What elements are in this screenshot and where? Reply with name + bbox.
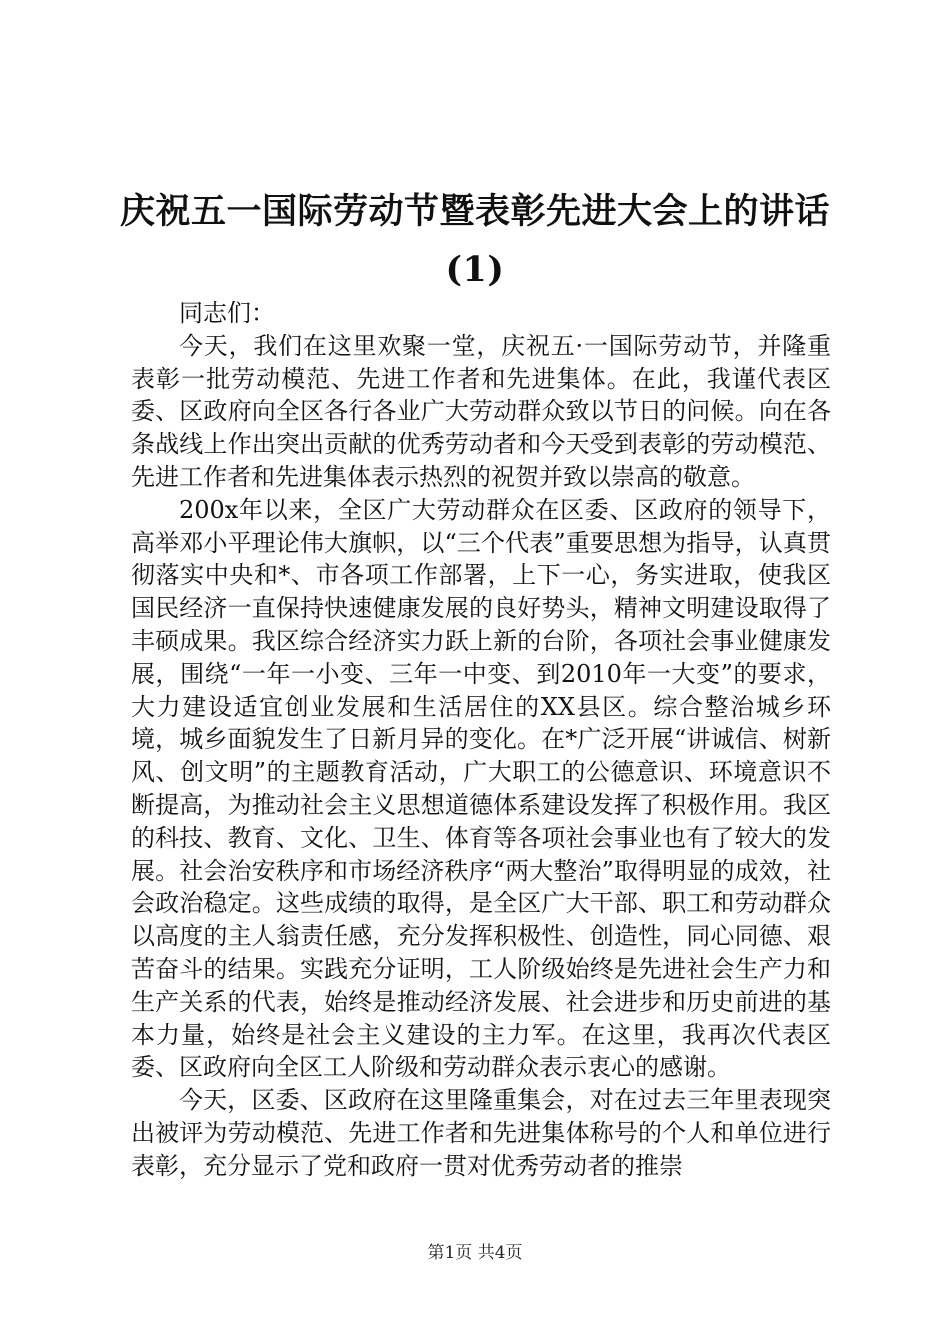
- paragraph-3: 今天，区委、区政府在这里隆重集会，对在过去三年里表现突出被评为劳动模范、先进工作者和先进集体称号的个人和单位进行表彰，充分显示了党和政府一贯对优秀劳动者的推崇: [131, 1086, 831, 1180]
- title-line-number: (1): [445, 249, 505, 290]
- salutation: 同志们：: [179, 299, 275, 327]
- title-line-main: 庆祝五一国际劳动节暨表彰先进大会上的讲话: [120, 191, 831, 232]
- paragraph-1: 今天，我们在这里欢聚一堂，庆祝五·一国际劳动节，并隆重表彰一批劳动模范、先进工作者和先进集体。在此，我谨代表区委、区政府向全区各行各业广大劳动群众致以节日的问候。向在各条战线上作出突出贡献的优秀劳动者和今天受到表彰的劳动模范、先进工作者和先进集体表示热烈的祝贺并致以崇高的敬意。: [131, 331, 831, 491]
- document-title: [120, 183, 830, 299]
- paragraph-2: 200x年以来，全区广大劳动群众在区委、区政府的领导下，高举邓小平理论伟大旗帜，以“三个代表”重要思想为指导，认真贯彻落实中央和*、市各项工作部署，上下一心，务实进取，使我区国民经济一直保持快速健康发展的良好势头，精神文明建设取得了丰硕成果。我区综合经济实力跃上新的台阶，各项社会事业健康发展，围绕“一年一小变、三年一中变、到2010年一大变”的要求，大力建设适宜创业发展和生活居住的XX县区。综合整治城乡环境，城乡面貌发生了日新月异的变化。在*广泛开展“讲诚信、树新风、创文明”的主题教育活动，广大职工的公德意识、环境意识不断提高，为推动社会主义思想道德体系建设发挥了积极作用。我区的科技、教育、文化、卫生、体育等各项社会事业也有了较大的发展。社会治安秩序和市场经济秩序“两大整治”取得明显的成效，社会政治稳定。这些成绩的取得，是全区广大干部、职工和劳动群众以高度的主人翁责任感，充分发挥积极性、创造性，同心同德、艰苦奋斗的结果。实践充分证明，工人阶级始终是先进社会生产力和生产关系的代表，始终是推动经济发展、社会进步和历史前进的基本力量，始终是社会主义建设的主力军。在这里，我再次代表区委、区政府向全区工人阶级和劳动群众表示衷心的感谢。: [131, 495, 831, 1082]
- page-number-footer: 第1页 共4页: [427, 1243, 523, 1263]
- document-body: [131, 297, 831, 1183]
